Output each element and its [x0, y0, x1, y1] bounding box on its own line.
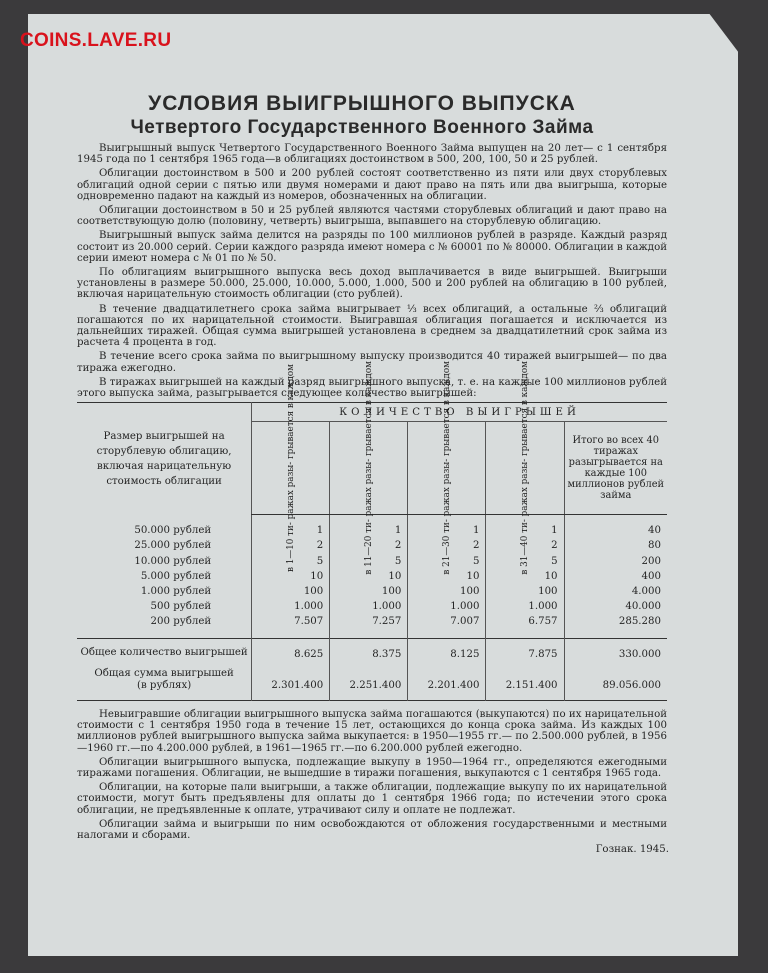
- paragraph: По облигациям выигрышного выпуска весь доход выплачивается в виде выигрышей. Выигрыши установлены в размере 50.000, 25.000, 10.000, 5.000, 1.000, 500 и 200 рублей на облигацию в 100 рублей, включая нарицательную стоимость облигации (сто рублей).: [77, 267, 667, 301]
- total-header: Итого во всех 40 тиражах разыгрывается на каждые 100 миллионов рублей займа: [564, 422, 667, 515]
- total-sum-row: Общая сумма выигрышей (в рублях) 2.301.400 2.251.400 2.201.400 2.151.400 89.056.000: [77, 662, 667, 701]
- prize-size-header: Размер выигрышей на сторублевую облигацию, включая нарицательную стоимость облигации: [96, 431, 232, 488]
- paragraph: Облигации выигрышного выпуска, подлежащие выкупу в 1950—1964 гг., определяются ежегодными тиражами погашения. Облигации, не вышедшие в тиражи погашения, выкупаются с 1 сентября 1965 года.: [77, 756, 667, 779]
- table-row: 5.000 рублей 10 10 10 10 400: [77, 569, 667, 584]
- document-subtitle: Четвертого Государственного Военного Займа: [130, 117, 594, 138]
- period-header: в 21—30 ти- ражах разы- грывается в каждом: [408, 422, 486, 515]
- paragraph: В тиражах выигрышей на каждый разряд выигрышного выпуска, т. е. на каждые 100 миллионов рублей этого выпуска займа, разыгрывается следующее количество выигрышей:: [77, 376, 667, 400]
- paragraph: В течение двадцатилетнего срока займа выигрывает ⅓ всех облигаций, а остальные ⅔ облигаций погашаются по их нарицательной стоимости. Выигравшая облигация погашается и исключается из дальнейших тиражей. Общая сумма выигрышей установлена в среднем за двадцатилетний срок займа из расчета 4 процента в год.: [77, 303, 667, 349]
- paragraph: Облигации достоинством в 50 и 25 рублей являются частями сторублевых облигаций и дают право на соответствующую долю (половину, четверть) выигрыша, выпавшего на сторублевую облигацию.: [77, 205, 667, 228]
- paragraph: Облигации, на которые пали выигрыши, а также облигации, подлежащие выкупу по их нарицательной стоимости, могут быть предъявлены для оплаты до 1 сентября 1966 года; по истечении этого срока облигации, не предъявленные к оплате, утрачивают силу и оплате не подлежат.: [77, 782, 667, 816]
- total-count-row: Общее количество выигрышей 8.625 8.375 8.125 7.875 330.000: [77, 638, 667, 662]
- table-row: 500 рублей 1.000 1.000 1.000 1.000 40.000: [77, 599, 667, 614]
- table-row: 50.000 рублей 1 1 1 1 40: [77, 515, 667, 539]
- paragraph: Облигации займа и выигрыши по ним освобождаются от обложения государственными и местными налогами и сборами.: [77, 818, 667, 841]
- table-row: 1.000 рублей 100 100 100 100 4.000: [77, 584, 667, 599]
- document-title: УСЛОВИЯ ВЫИГРЫШНОГО ВЫПУСКА: [148, 92, 576, 115]
- table-row: 10.000 рублей 5 5 5 5 200: [77, 554, 667, 569]
- table-row: 200 рублей 7.507 7.257 7.007 6.757 285.280: [77, 614, 667, 638]
- paragraph: В течение всего срока займа по выигрышному выпуску производится 40 тиражей выигрышей— по два тиража ежегодно.: [77, 351, 667, 374]
- printer-imprint: Гознак. 1945.: [595, 844, 669, 856]
- period-header: в 1—10 ти- ражах разы- грывается в каждом: [252, 422, 330, 515]
- document-content: [77, 92, 667, 855]
- paragraph: Облигации достоинством в 500 и 200 рублей состоят соответственно из пяти или двух сторублевых облигаций одной серии с пятью или двумя номерами и дают право на пять или два выигрыша, которые одновременно падают на каждый из номеров, обозначенных на облигации.: [77, 168, 667, 202]
- quantity-header: КОЛИЧЕСТВО ВЫИГРЫШЕЙ: [252, 403, 667, 422]
- paragraph: Выигрышный выпуск Четвертого Государственного Военного Займа выпущен на 20 лет— с 1 сентября 1945 года по 1 сентября 1965 года—в облигациях достоинством в 500, 200, 100, 50 и 25 рублей.: [77, 143, 667, 166]
- paragraph: Невыигравшие облигации выигрышного выпуска займа погашаются (выкупаются) по их нарицательной стоимости с 1 сентября 1950 года в течение 15 лет, остающихся до конца срока займа. Из каждых 100 миллионов рублей выигрышного выпуска займа выкупается: в 1950—1955 гг.— по 2.500.000 рублей, в 1956—1960 гг.—по 4.200.000 рублей, в 1961—1965 гг.—по 6.200.000 рублей ежегодно.: [77, 708, 667, 754]
- period-header: в 11—20 ти- ражах разы- грывается в каждом: [330, 422, 408, 515]
- paragraph: Выигрышный выпуск займа делится на разряды по 100 миллионов рублей в разряде. Каждый разряд состоит из 20.000 серий. Серии каждого разряда имеют номера с № 60001 по № 80000. Облигации в каждой серии имеют номера с № 01 по № 50.: [77, 230, 667, 264]
- table-row: 25.000 рублей 2 2 2 2 80: [77, 538, 667, 553]
- period-header: в 31—40 ти- ражах разы- грывается в каждом: [486, 422, 564, 515]
- site-watermark: COINS.LAVE.RU: [20, 30, 172, 51]
